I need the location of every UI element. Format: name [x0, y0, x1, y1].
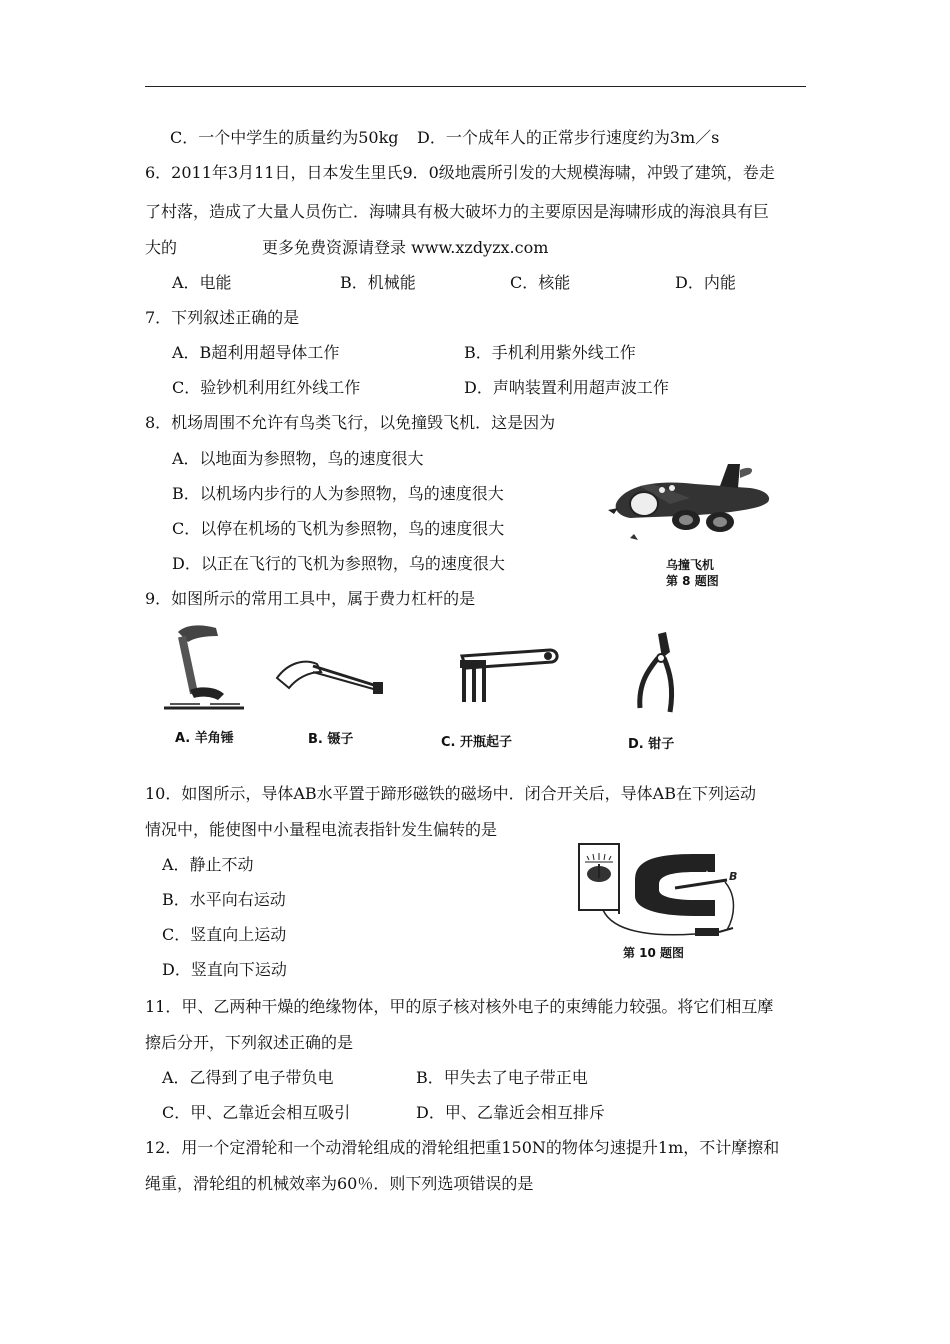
q9-claw-hammer-figure: [160, 620, 250, 715]
q8-option-a: A．以地面为参照物，鸟的速度很大: [172, 449, 424, 468]
q6-stem-line2: 了村落，造成了大量人员伤亡．海啸具有极大破坏力的主要原因是海啸形成的海浪具有巨: [145, 202, 770, 221]
q10-option-d: D．竖直向下运动: [162, 960, 287, 979]
q11-option-c: C．甲、乙靠近会相互吸引: [162, 1103, 351, 1122]
q7-option-c: C．验钞机利用红外线工作: [172, 378, 361, 397]
q6-option-b: B．机械能: [340, 273, 416, 292]
q6-stem-line3: 大的: [145, 238, 178, 257]
q8-option-d: D．以正在飞行的飞机为参照物，乌的速度很大: [172, 554, 505, 573]
q10-stem-line2: 情况中，能使图中小量程电流表指针发生偏转的是: [145, 820, 498, 839]
q8-figure-caption-number: 第 8 题图: [666, 574, 719, 588]
q9-stem: 9．如图所示的常用工具中，属于费力杠杆的是: [145, 589, 476, 608]
q7-stem: 7．下列叙述正确的是: [145, 308, 300, 327]
q10-stem-line1: 10．如图所示，导体AB水平置于蹄形磁铁的磁场中．闭合开关后，导体AB在下列运动: [145, 784, 756, 803]
q12-stem-line2: 绳重，滑轮组的机械效率为60％．则下列选项错误的是: [145, 1174, 534, 1193]
q9-label-c: C. 开瓶起子: [441, 735, 513, 750]
q11-option-b: B．甲失去了电子带正电: [416, 1068, 588, 1087]
q8-stem: 8．机场周围不允许有鸟类飞行，以免撞毁飞机．这是因为: [145, 413, 556, 432]
q9-label-d: D. 钳子: [628, 737, 675, 752]
q11-option-d: D．甲、乙靠近会相互排斥: [416, 1103, 605, 1122]
q9-pliers-figure: [628, 628, 688, 718]
q10-figure-caption: 第 10 题图: [623, 946, 685, 960]
q10-magnet-circuit-figure: [575, 840, 745, 952]
q6-option-a: A．电能: [172, 273, 232, 292]
q10-option-a: A．静止不动: [162, 855, 254, 874]
q8-option-c: C．以停在机场的飞机为参照物，鸟的速度很大: [172, 519, 505, 538]
q6-option-d: D．内能: [675, 273, 736, 292]
q11-option-a: A．乙得到了电子带负电: [162, 1068, 334, 1087]
q9-bottle-opener-figure: [452, 640, 564, 705]
watermark-text: 更多免费资源请登录 www.xzdyzx.com: [262, 238, 549, 257]
q7-option-a: A．B超利用超导体工作: [172, 343, 340, 362]
q6-stem-line1: 6．2011年3月11日，日本发生里氏9．0级地震所引发的大规模海啸，冲毁了建筑，卷走: [145, 163, 775, 182]
q8-option-b: B．以机场内步行的人为参照物，鸟的速度很大: [172, 484, 504, 503]
q9-label-a: A. 羊角锤: [175, 731, 234, 746]
q5-option-c: C．一个中学生的质量约为50kg: [170, 128, 399, 147]
q12-stem-line1: 12．用一个定滑轮和一个动滑轮组成的滑轮组把重150N的物体匀速提升1m，不计摩擦和: [145, 1138, 780, 1157]
q9-tweezers-figure: [273, 648, 393, 708]
q7-option-b: B．手机利用紫外线工作: [464, 343, 636, 362]
q10-figure-label-b: B: [729, 870, 738, 883]
q5-option-d: D．一个成年人的正常步行速度约为3m／s: [417, 128, 720, 147]
q8-figure-caption-title: 乌撞飞机: [666, 558, 715, 572]
q6-option-c: C．核能: [510, 273, 571, 292]
q7-option-d: D．声呐装置利用超声波工作: [464, 378, 669, 397]
q11-stem-line1: 11．甲、乙两种干燥的绝缘物体，甲的原子核对核外电子的束缚能力较强。将它们相互摩: [145, 997, 774, 1016]
q10-option-c: C．竖直向上运动: [162, 925, 287, 944]
q9-label-b: B. 镊子: [308, 732, 354, 747]
q8-airplane-figure: [600, 458, 780, 553]
q11-stem-line2: 擦后分开，下列叙述正确的是: [145, 1033, 354, 1052]
q10-option-b: B．水平向右运动: [162, 890, 286, 909]
header-rule: [145, 86, 806, 87]
